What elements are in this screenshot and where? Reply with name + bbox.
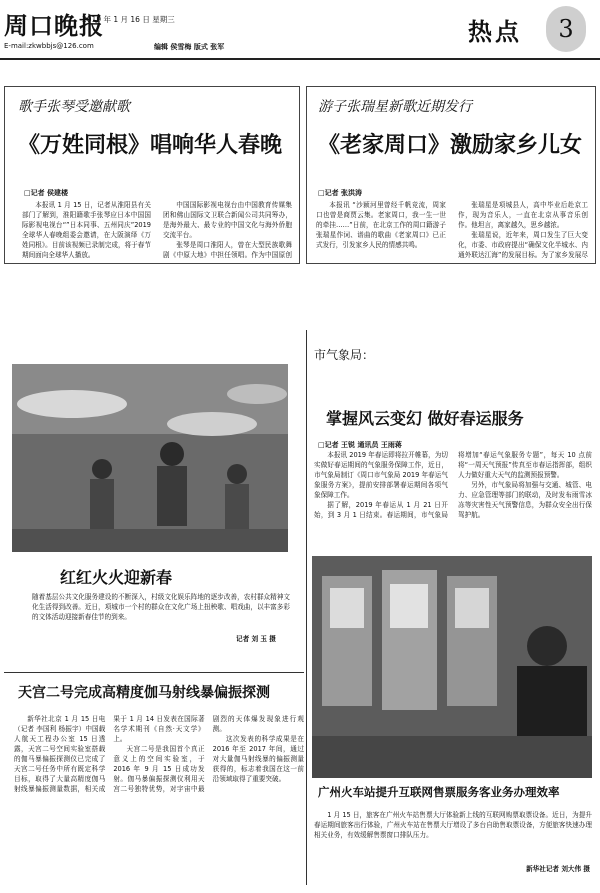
story3-paragraph: 本报讯 2019 年春运即将拉开帷幕，为切实做好春运期间的气象服务保障工作，近日，市气象局制订《周口市气象局 2019 年春运气象服务方案》，提前安排部署春运期间各项气象保障工作。 bbox=[314, 451, 448, 499]
story3-headline: 掌握风云变幻 做好春运服务 bbox=[326, 409, 524, 428]
story1-paragraph: 本报讯 1 月 15 日，记者从淮阳县有关部门了解到，淮阳籍歌手张琴应日本中国国际影视电视台“”日本同事、五州同庆”2019 全球华人春晚组委会邀请，在大阪演绎《万姓同根》。目前该视频已录制完成，将于春节期间面向全球华人播放。 bbox=[22, 201, 151, 259]
story2-byline: □记者 张洪涛 bbox=[318, 189, 363, 197]
newspaper-logo: 周口晚报 bbox=[4, 11, 104, 40]
festival-dance-illustration bbox=[12, 364, 288, 552]
story3-byline: □记者 王锐 通讯员 王雨蒋 bbox=[318, 441, 402, 449]
story1-paragraph: 中国国际影视电视台由中国教育传媒集团和佛山国际文卫联合新闻公司共同筹办，是海外最大、最专业的中国文化与海外侨胞交流平台。 bbox=[163, 201, 292, 239]
story4-headline: 天宫二号完成高精度伽马射线暴偏振探测 bbox=[18, 685, 270, 701]
story4-paragraph: 这次发表的科学成果是在 2016 年至 2017 年间，通过对大量伽马射线暴的偏振测量获得的，标志着我国在这一前沿领域取得了重要突破。 bbox=[212, 735, 304, 783]
story5-paragraph: 1 月 15 日，旅客在广州火车站售票大厅体验新上线的互联网购票取票设备。近日，为提升春运期间旅客出行体验，广州火车站在售票大厅增设了多台自助售取票设备，方便旅客快速办理相关业务，有效缓解售票窗口排队压力。 bbox=[314, 811, 592, 839]
story5-credit: 新华社记者 刘大伟 摄 bbox=[526, 865, 590, 873]
editor-credits: 编辑 侯雪梅 版式 张军 bbox=[154, 43, 225, 51]
photo1-caption-title: 红红火火迎新春 bbox=[60, 568, 173, 587]
story4-paragraph: 新华社北京 1 月 15 日电（记者 李国利 杨振宇）中国载人航天工程办公室 15 日透露，天宫二号空间实验室搭载的伽马暴偏振探测仪已完成了天宫二号任务中所有既定科学目标，取得了大量高精度伽马射线暴偏振测量数据，相关成果于 1 月 14 日发表在国际著名学术期刊《自然·天文学》上。 bbox=[14, 715, 205, 793]
masthead bbox=[0, 0, 600, 60]
story5-headline: 广州火车站提升互联网售票服务客业务办理效率 bbox=[318, 785, 560, 799]
story1-kicker: 歌手张琴受邀献歌 bbox=[18, 99, 130, 115]
story4-top-rule bbox=[4, 672, 304, 673]
story2-paragraph: 本报讯 “沙颍河里曾经千帆竞流，周家口也曾是商贾云集。老家周口，我一生一世的牵挂……”日前，在北京工作的周口籍游子张瑞星作词、谱曲的歌曲《老家周口》已正式发行，引发家乡人民的情感共鸣。 bbox=[316, 201, 446, 249]
story3-kicker: 市气象局： bbox=[314, 348, 375, 362]
story1-paragraph: 张琴是周口淮阳人，曾在大型民族歌舞剧《中原大地》中担任领唱。作为中国原创 bbox=[163, 241, 292, 259]
ticket-machine-photo bbox=[312, 556, 592, 778]
photo1-caption: 随着基层公共文化服务建设的不断深入，村级文化娱乐阵地的逐步改善，农村群众精神文化生活得到改善。近日，项城市一个村的群众在文化广场上扭秧歌、唱戏曲，以丰富多彩的文体活动迎接新春佳节的到来。 bbox=[32, 593, 290, 621]
story2-paragraph: 张瑞星说，近年来，周口发生了巨大变化，市委、市政府提出“确保文化半城水、内通外联达江海”的发展目标。为了家乡发展尽 bbox=[458, 231, 588, 259]
section-title: 热点 bbox=[468, 17, 522, 46]
issue-date: 2019 年 1 月 16 日 星期三 bbox=[82, 15, 175, 24]
story4-paragraph: 天宫二号是我国首个真正意义上的空间实验室，于 2016 年 9 月 15 日成功发射。伽马暴偏振探测仪利用天宫二号独特优势，对宇宙中最剧烈的天体爆发现象进行观测。 bbox=[113, 715, 304, 793]
story4-body bbox=[14, 714, 304, 884]
story1-byline: □记者 侯建楼 bbox=[24, 189, 69, 197]
story3-paragraph: 另外，市气象局将加强与交通、城管、电力、应急管理等部门的联动，及时发布雨雪冰冻等灾害性天气预警信息，为群众安全出行保驾护航。 bbox=[458, 481, 592, 519]
story2-kicker: 游子张瑞星新歌近期发行 bbox=[318, 99, 472, 115]
column-divider bbox=[306, 330, 307, 885]
story2-body bbox=[316, 200, 588, 262]
story5-body bbox=[314, 810, 592, 860]
story2-headline: 《老家周口》激励家乡儿女 bbox=[318, 132, 583, 158]
story3-paragraph: 据了解，2019 年春运从 1 月 21 日开始，到 3 月 1 日结束。春运期间，市气象局将增加“春运气象服务专题”，每天 10 点前将“一周天气预报”传真至市春运指挥部，组织人力做好重大天气的监测预报预警。 bbox=[314, 451, 592, 519]
ticket-machine-illustration bbox=[312, 556, 592, 778]
festival-dance-photo bbox=[12, 364, 288, 552]
email-address: E-mail:zkwbbjs@126.com bbox=[4, 42, 94, 50]
story3-body bbox=[314, 450, 592, 530]
photo1-credit: 记者 刘 玉 摄 bbox=[236, 635, 276, 643]
page-number-badge: 3 bbox=[546, 6, 586, 52]
story1-headline: 《万姓同根》唱响华人春晚 bbox=[18, 132, 283, 158]
story1-body bbox=[22, 200, 292, 262]
story2-paragraph: 张瑞星是项城县人，高中毕业后赴京工作，现为音乐人，一直在北京从事音乐创作。他坦言，离家越久，思乡越浓。 bbox=[458, 201, 588, 229]
